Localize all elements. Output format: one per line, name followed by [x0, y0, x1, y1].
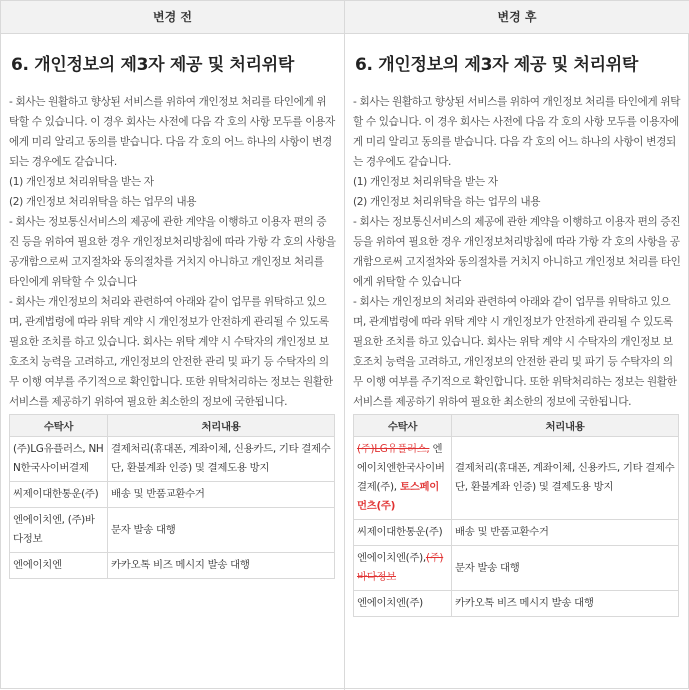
paragraph: (2) 개인정보 처리위탁을 하는 업무의 내용: [353, 196, 541, 208]
task-cell: 배송 및 반품교환수거: [108, 482, 335, 508]
task-cell: 카카오톡 비즈 메시지 발송 대행: [108, 553, 335, 579]
paragraph: - 회사는 개인정보의 처리와 관련하여 아래와 같이 업무를 위탁하고 있으며, 관계법령에 따라 위탁 계약 시 개인정보가 안전하게 관리될 수 있도록 필요한 조치를 하고 있습니다. 회사는 위탁 계약 시 수탁자의 개인정보 보호조치 능력을 고려하고, 개인정보의 안전한 관리 및 파기 등 수탁자의 의무 이행 여부를 주기적으로 확인합니다. 또한 위탁처리하는 정보는 원활한 서비스를 제공하기 위하여 필요한 최소한의 정보에 국한됩니다.: [9, 296, 333, 408]
kept-vendor: 엔에이치엔(주),: [357, 552, 426, 564]
vendor-cell: 씨제이대한통운(주): [10, 482, 108, 508]
before-column: [1, 34, 344, 690]
vendor-cell: 엔에이치엔, (주)바다정보: [10, 508, 108, 553]
paragraph: - 회사는 개인정보의 처리와 관련하여 아래와 같이 업무를 위탁하고 있으며, 관계법령에 따라 위탁 계약 시 개인정보가 안전하게 관리될 수 있도록 필요한 조치를 하고 있습니다. 회사는 위탁 계약 시 수탁자의 개인정보 보호조치 능력을 고려하고, 개인정보의 안전한 관리 및 파기 등 수탁자의 의무 이행 여부를 주기적으로 확인합니다. 또한 위탁처리하는 정보는 원활한 서비스를 제공하기 위하여 필요한 최소한의 정보에 국한됩니다.: [353, 296, 677, 408]
task-column-header: 처리내용: [452, 415, 679, 437]
table-row: [10, 553, 335, 579]
table-header-row: [10, 415, 335, 437]
task-cell: 문자 발송 대행: [452, 546, 679, 591]
vendor-cell: (주)LG유플러스, NHN한국사이버결제: [10, 437, 108, 482]
vendor-table: [9, 414, 335, 579]
vendor-cell: [354, 546, 452, 591]
paragraph: - 회사는 원활하고 향상된 서비스를 위하여 개인정보 처리를 타인에게 위탁할 수 있습니다. 이 경우 회사는 사전에 다음 각 호의 사항 모두를 이용자에게 미리 알리고 동의를 받습니다. 다음 각 호의 어느 하나의 사항이 변경되는 경우에도 같습니다.: [9, 96, 335, 168]
vendor-column-header: 수탁사: [10, 415, 108, 437]
before-header: 변경 전: [1, 1, 344, 34]
paragraph: - 회사는 원활하고 향상된 서비스를 위하여 개인정보 처리를 타인에게 위탁할 수 있습니다. 이 경우 회사는 사전에 다음 각 호의 사항 모두를 이용자에게 미리 알리고 동의를 받습니다. 다음 각 호의 어느 하나의 사항이 변경되는 경우에도 같습니다.: [353, 96, 681, 168]
removed-vendor: (주)바다정보: [357, 552, 444, 583]
table-header-row: [354, 415, 679, 437]
task-cell: 문자 발송 대행: [108, 508, 335, 553]
vendor-cell: [354, 437, 452, 520]
policy-text: [353, 92, 681, 412]
table-row: [354, 546, 679, 591]
after-header: 변경 후: [344, 1, 689, 34]
task-column-header: 처리내용: [108, 415, 335, 437]
paragraph: (1) 개인정보 처리위탁을 받는 자: [353, 176, 498, 188]
table-row: [10, 508, 335, 553]
section-title: 6. 개인정보의 제3자 제공 및 처리위탁: [11, 55, 295, 75]
table-row: [10, 437, 335, 482]
task-cell: 배송 및 반품교환수거: [452, 520, 679, 546]
table-row: [354, 437, 679, 520]
vendor-cell: 엔에이치엔: [10, 553, 108, 579]
vendor-cell: 엔에이치엔(주): [354, 591, 452, 617]
paragraph: - 회사는 정보통신서비스의 제공에 관한 계약을 이행하고 이용자 편의 증진 등을 위하여 필요한 경우 개인정보처리방침에 따라 가항 각 호의 사항을 공개함으로써 고지절차와 동의절차를 거치지 아니하고 개인정보 처리를 타인에게 위탁할 수 있습니다: [353, 216, 681, 288]
vendor-column-header: 수탁사: [354, 415, 452, 437]
section-title: 6. 개인정보의 제3자 제공 및 처리위탁: [355, 55, 639, 75]
table-row: [354, 520, 679, 546]
vendor-cell: 씨제이대한통운(주): [354, 520, 452, 546]
table-row: [354, 591, 679, 617]
table-row: [10, 482, 335, 508]
added-vendor: 토스페이먼츠(주): [357, 481, 440, 512]
task-cell: 결제처리(휴대폰, 계좌이체, 신용카드, 기타 결제수단, 환불계좌 인증) 및 결제도용 방지: [452, 437, 679, 520]
after-column: [344, 34, 689, 690]
policy-text: [9, 92, 336, 412]
paragraph: (1) 개인정보 처리위탁을 받는 자: [9, 176, 154, 188]
paragraph: (2) 개인정보 처리위탁을 하는 업무의 내용: [9, 196, 197, 208]
kept-vendor: 엔에이치엔한국사이버결제(주),: [357, 443, 445, 493]
vendor-table: [353, 414, 679, 617]
task-cell: 카카오톡 비즈 메시지 발송 대행: [452, 591, 679, 617]
removed-vendor: (주)LG유플러스,: [357, 443, 430, 455]
paragraph: - 회사는 정보통신서비스의 제공에 관한 계약을 이행하고 이용자 편의 증진 등을 위하여 필요한 경우 개인정보처리방침에 따라 가항 각 호의 사항을 공개함으로써 고지절차와 동의절차를 거치지 아니하고 개인정보 처리를 타인에게 위탁할 수 있습니다: [9, 216, 336, 288]
task-cell: 결제처리(휴대폰, 계좌이체, 신용카드, 기타 결제수단, 환불계좌 인증) 및 결제도용 방지: [108, 437, 335, 482]
